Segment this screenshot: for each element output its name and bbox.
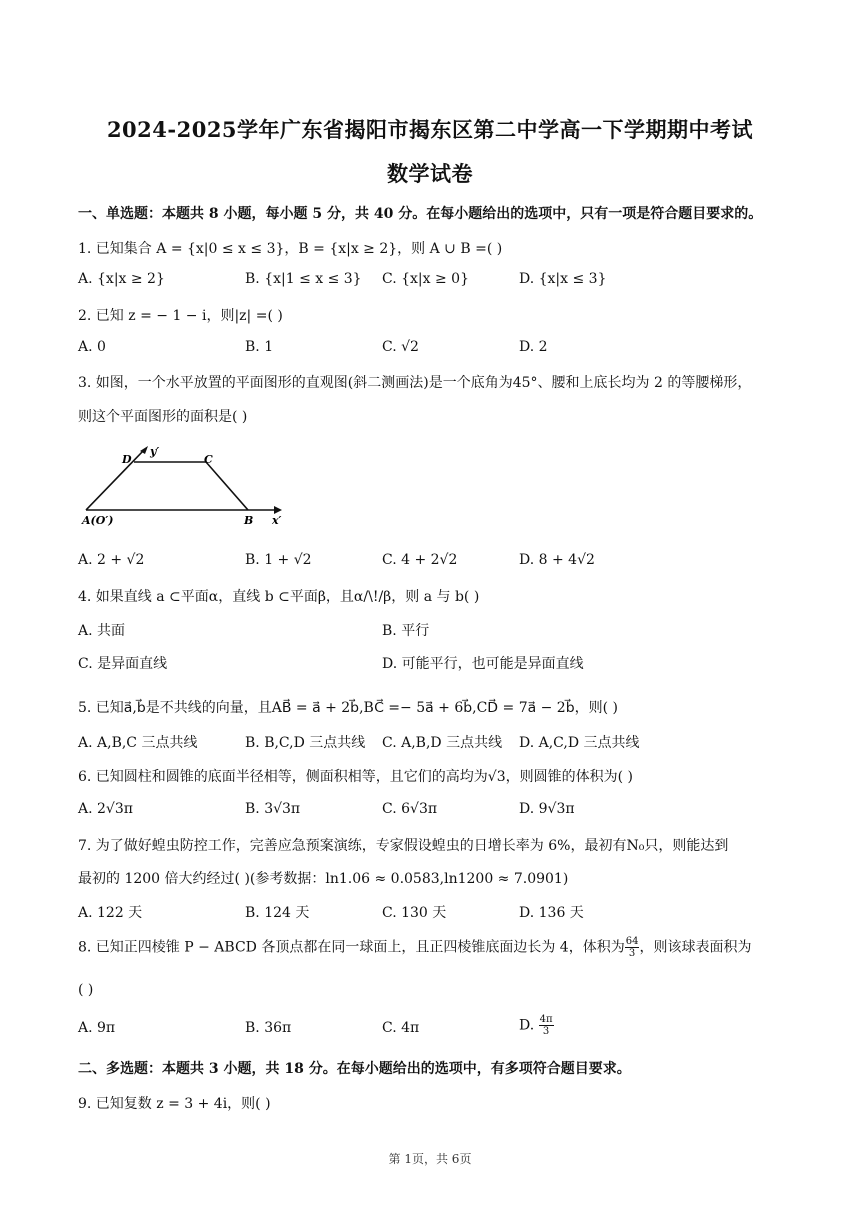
q3-option-d: D. 8 + 4√2 bbox=[519, 552, 595, 568]
question-5-stem: 5. 已知a⃗,b⃗是不共线的向量，且AB⃗ = a⃗ + 2b⃗,BC⃗ =− 5a⃗ + 6b⃗,CD⃗ = 7a⃗ − 2b⃗，则( ) bbox=[78, 700, 618, 716]
q8-fraction bbox=[625, 936, 640, 959]
q1-option-b: B. {x|1 ≤ x ≤ 3} bbox=[245, 271, 362, 287]
q7-option-d: D. 136 天 bbox=[519, 905, 584, 921]
q3-option-b: B. 1 + √2 bbox=[245, 552, 312, 568]
q7-option-a: A. 122 天 bbox=[78, 905, 143, 921]
q2-option-c: C. √2 bbox=[382, 339, 419, 355]
x-axis-arrow bbox=[274, 506, 282, 514]
q5-option-a: A. A,B,C 三点共线 bbox=[78, 735, 198, 751]
q4-option-d: D. 可能平行，也可能是异面直线 bbox=[382, 656, 584, 672]
q1-option-c: C. {x|x ≥ 0} bbox=[382, 271, 469, 287]
q8-option-d-numerator: 4π bbox=[539, 1014, 553, 1025]
label-y-prime: y′ bbox=[150, 445, 160, 458]
label-a-origin: A(O′) bbox=[82, 514, 114, 527]
label-x-prime: x′ bbox=[272, 514, 282, 527]
q4-option-a: A. 共面 bbox=[78, 623, 126, 639]
question-8-stem-line2: ( ) bbox=[78, 982, 94, 998]
y-axis-line bbox=[86, 450, 144, 510]
question-9-stem: 9. 已知复数 z = 3 + 4i，则( ) bbox=[78, 1096, 271, 1112]
q2-option-b: B. 1 bbox=[245, 339, 274, 355]
q3-option-c: C. 4 + 2√2 bbox=[382, 552, 458, 568]
q1-option-d: D. {x|x ≤ 3} bbox=[519, 271, 607, 287]
trapezoid-figure bbox=[78, 440, 298, 535]
question-6-stem: 6. 已知圆柱和圆锥的底面半径相等，侧面积相等，且它们的高均为√3，则圆锥的体积为( ) bbox=[78, 769, 634, 785]
q6-option-d: D. 9√3π bbox=[519, 801, 575, 817]
q8-option-d bbox=[519, 1014, 554, 1037]
question-4-stem: 4. 如果直线 a ⊂平面α，直线 b ⊂平面β，且α/\!/β，则 a 与 b( ) bbox=[78, 589, 480, 605]
q8-stem-part1: 8. 已知正四棱锥 P − ABCD 各顶点都在同一球面上，且正四棱锥底面边长为 4，体积为 bbox=[78, 939, 625, 956]
page-footer: 第 1页，共 6页 bbox=[388, 1152, 472, 1166]
trapezoid-right-edge bbox=[206, 462, 248, 510]
section-single-choice: 一、单选题：本题共 8 小题，每小题 5 分，共 40 分。在每小题给出的选项中，只有一项是符合题目要求的。 bbox=[78, 206, 763, 222]
q8-option-d-denominator: 3 bbox=[542, 1026, 550, 1037]
question-2-stem: 2. 已知 z = − 1 − i，则|z| =( ) bbox=[78, 308, 283, 324]
question-7-stem-line2: 最初的 1200 倍大约经过( )(参考数据：ln1.06 ≈ 0.0583,ln1200 ≈ 7.0901) bbox=[78, 871, 569, 887]
q5-option-d: D. A,C,D 三点共线 bbox=[519, 735, 640, 751]
q6-option-b: B. 3√3π bbox=[245, 801, 301, 817]
label-d: D bbox=[122, 453, 132, 466]
q8-fraction-denominator: 3 bbox=[628, 948, 636, 959]
q8-option-b: B. 36π bbox=[245, 1020, 292, 1036]
section-multiple-choice: 二、多选题：本题共 3 小题，共 18 分。在每小题给出的选项中，有多项符合题目要求。 bbox=[78, 1061, 631, 1077]
question-3-stem-line1: 3. 如图，一个水平放置的平面图形的直观图(斜二测画法)是一个底角为45°、腰和上底长均为 2 的等腰梯形， bbox=[78, 375, 752, 391]
q5-option-c: C. A,B,D 三点共线 bbox=[382, 735, 503, 751]
q8-fraction-numerator: 64 bbox=[625, 936, 639, 947]
question-7-stem-line1: 7. 为了做好蝗虫防控工作，完善应急预案演练，专家假设蝗虫的日增长率为 6%，最初有N₀只，则能达到 bbox=[78, 838, 729, 854]
q8-stem-part2: ，则该球表面积为 bbox=[639, 939, 752, 956]
question-3-stem-line2: 则这个平面图形的面积是( ) bbox=[78, 409, 248, 425]
label-b: B bbox=[244, 514, 254, 527]
q4-option-b: B. 平行 bbox=[382, 623, 430, 639]
label-c: C bbox=[204, 453, 213, 466]
q7-option-b: B. 124 天 bbox=[245, 905, 310, 921]
q8-option-c: C. 4π bbox=[382, 1020, 420, 1036]
q8-option-a: A. 9π bbox=[78, 1020, 116, 1036]
q7-option-c: C. 130 天 bbox=[382, 905, 447, 921]
q6-option-c: C. 6√3π bbox=[382, 801, 438, 817]
q4-option-c: C. 是异面直线 bbox=[78, 656, 168, 672]
exam-title: 2024-2025学年广东省揭阳市揭东区第二中学高一下学期期中考试 bbox=[106, 117, 754, 142]
q8-option-d-fraction bbox=[539, 1014, 554, 1037]
q8-option-d-prefix: D. bbox=[519, 1017, 539, 1034]
q5-option-b: B. B,C,D 三点共线 bbox=[245, 735, 366, 751]
question-8-stem-line1 bbox=[78, 936, 751, 959]
q2-option-a: A. 0 bbox=[78, 339, 106, 355]
q2-option-d: D. 2 bbox=[519, 339, 548, 355]
exam-subtitle: 数学试卷 bbox=[387, 161, 473, 186]
question-1-stem: 1. 已知集合 A = {x|0 ≤ x ≤ 3}，B = {x|x ≥ 2}，则 A ∪ B =( ) bbox=[78, 241, 503, 257]
q1-option-a: A. {x|x ≥ 2} bbox=[78, 271, 165, 287]
q6-option-a: A. 2√3π bbox=[78, 801, 133, 817]
q3-option-a: A. 2 + √2 bbox=[78, 552, 145, 568]
